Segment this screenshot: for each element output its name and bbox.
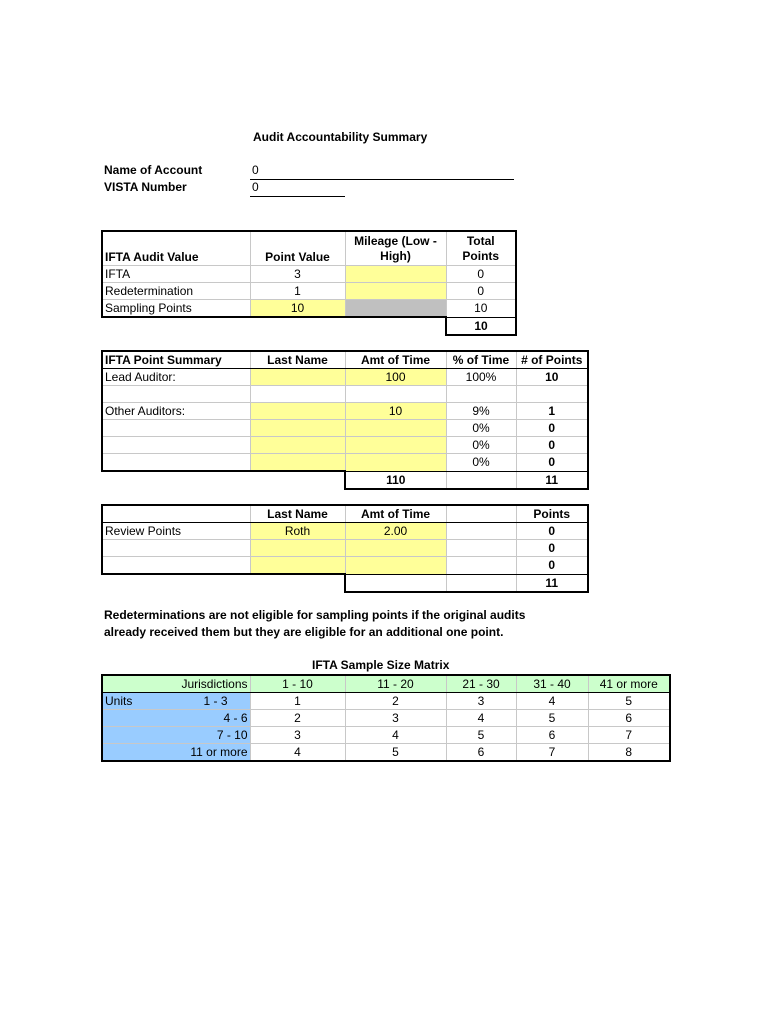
review-last-name-header: Last Name [250, 505, 345, 523]
page-title: Audit Accountability Summary [253, 130, 428, 144]
pct-of-time-header: % of Time [446, 351, 516, 369]
vista-number-underline [250, 196, 345, 197]
summary-total-points: 11 [516, 471, 588, 489]
other-auditors-label: Other Auditors: [102, 403, 250, 420]
other-auditor-pct: 0% [446, 420, 516, 437]
lead-auditor-last-name-input[interactable] [250, 369, 345, 386]
review-points-table [101, 504, 589, 593]
num-points-header: # of Points [516, 351, 588, 369]
audit-row-point: 1 [250, 283, 345, 300]
lead-auditor-amt-input[interactable]: 100 [345, 369, 446, 386]
review-points-label: Review Points [102, 523, 250, 540]
matrix-column-header: 1 - 10 [250, 675, 345, 693]
matrix-column-header: 41 or more [588, 675, 670, 693]
matrix-cell: 5 [345, 744, 446, 762]
other-auditor-points: 0 [516, 454, 588, 472]
matrix-cell: 6 [588, 710, 670, 727]
matrix-cell: 6 [446, 744, 516, 762]
matrix-cell: 3 [345, 710, 446, 727]
other-auditor-amt-input[interactable] [345, 437, 446, 454]
other-auditor-pct: 0% [446, 437, 516, 454]
amt-of-time-header: Amt of Time [345, 351, 446, 369]
matrix-cell: 2 [345, 693, 446, 710]
total-points-header: Total Points [446, 231, 516, 266]
matrix-cell: 5 [516, 710, 588, 727]
review-last-name-input[interactable]: Roth [250, 523, 345, 540]
review-amt-header: Amt of Time [345, 505, 446, 523]
review-row-points: 0 [516, 523, 588, 540]
mileage-header: Mileage (Low - High) [345, 231, 446, 266]
matrix-row-label: 4 - 6 [102, 710, 250, 727]
point-value-header: Point Value [250, 231, 345, 266]
lead-auditor-pct: 100% [446, 369, 516, 386]
other-auditor-pct: 0% [446, 454, 516, 472]
other-auditor-amt-input[interactable] [345, 454, 446, 472]
review-row-points: 0 [516, 540, 588, 557]
audit-row-total: 10 [446, 300, 516, 318]
matrix-cell: 7 [516, 744, 588, 762]
matrix-row-label: 11 or more [102, 744, 250, 762]
other-auditor-points: 0 [516, 437, 588, 454]
matrix-column-header: 11 - 20 [345, 675, 446, 693]
note-line-1: Redeterminations are not eligible for sampling points if the original audits [104, 608, 526, 622]
matrix-cell: 8 [588, 744, 670, 762]
matrix-cell: 4 [446, 710, 516, 727]
matrix-title: IFTA Sample Size Matrix [312, 658, 450, 672]
audit-row-total: 0 [446, 266, 516, 283]
matrix-cell: 1 [250, 693, 345, 710]
review-amt-input[interactable] [345, 557, 446, 575]
matrix-row-header [102, 693, 250, 710]
review-amt-input[interactable]: 2.00 [345, 523, 446, 540]
other-auditor-last-name-input[interactable] [250, 420, 345, 437]
last-name-header: Last Name [250, 351, 345, 369]
audit-row-mileage-disabled [345, 300, 446, 318]
matrix-corner-label: Jurisdictions [102, 675, 250, 693]
lead-auditor-label: Lead Auditor: [102, 369, 250, 386]
account-name-underline [250, 179, 514, 180]
point-summary-table [101, 350, 589, 490]
sampling-points-input[interactable]: 10 [250, 300, 345, 318]
account-name-label: Name of Account [104, 163, 203, 177]
other-auditor-amt-input[interactable]: 10 [345, 403, 446, 420]
note-line-2: already received them but they are eligible for an additional one point. [104, 625, 504, 639]
matrix-cell: 3 [446, 693, 516, 710]
point-summary-header: IFTA Point Summary [102, 351, 250, 369]
review-total-points: 11 [516, 574, 588, 592]
vista-number-label: VISTA Number [104, 180, 187, 194]
other-auditor-points: 0 [516, 420, 588, 437]
vista-number-value[interactable]: 0 [252, 180, 259, 194]
matrix-row-label: 1 - 3 [203, 694, 228, 708]
other-auditor-amt-input[interactable] [345, 420, 446, 437]
review-last-name-input[interactable] [250, 557, 345, 575]
other-auditor-last-name-input[interactable] [250, 403, 345, 420]
matrix-cell: 3 [250, 727, 345, 744]
audit-value-table [101, 230, 517, 336]
audit-row-point: 3 [250, 266, 345, 283]
audit-value-header: IFTA Audit Value [102, 231, 250, 266]
audit-row-total: 0 [446, 283, 516, 300]
review-row-points: 0 [516, 557, 588, 575]
sample-size-matrix [101, 674, 671, 762]
matrix-cell: 5 [446, 727, 516, 744]
review-points-header: Points [516, 505, 588, 523]
review-amt-input[interactable] [345, 540, 446, 557]
audit-row-label: IFTA [102, 266, 250, 283]
matrix-cell: 2 [250, 710, 345, 727]
other-auditor-last-name-input[interactable] [250, 437, 345, 454]
other-auditor-points: 1 [516, 403, 588, 420]
matrix-cell: 7 [588, 727, 670, 744]
lead-auditor-points: 10 [516, 369, 588, 386]
matrix-cell: 4 [516, 693, 588, 710]
audit-row-mileage-input[interactable] [345, 266, 446, 283]
matrix-column-header: 31 - 40 [516, 675, 588, 693]
audit-grand-total: 10 [446, 317, 516, 335]
summary-total-amt: 110 [345, 471, 446, 489]
matrix-cell: 4 [345, 727, 446, 744]
matrix-cell: 6 [516, 727, 588, 744]
other-auditor-last-name-input[interactable] [250, 454, 345, 472]
matrix-units-label: Units [105, 694, 133, 708]
audit-row-label: Redetermination [102, 283, 250, 300]
other-auditor-pct: 9% [446, 403, 516, 420]
audit-row-mileage-input[interactable] [345, 283, 446, 300]
matrix-cell: 5 [588, 693, 670, 710]
matrix-cell: 4 [250, 744, 345, 762]
matrix-row-label: 7 - 10 [102, 727, 250, 744]
matrix-column-header: 21 - 30 [446, 675, 516, 693]
account-name-value[interactable]: 0 [252, 163, 259, 177]
review-last-name-input[interactable] [250, 540, 345, 557]
audit-row-label: Sampling Points [102, 300, 250, 318]
